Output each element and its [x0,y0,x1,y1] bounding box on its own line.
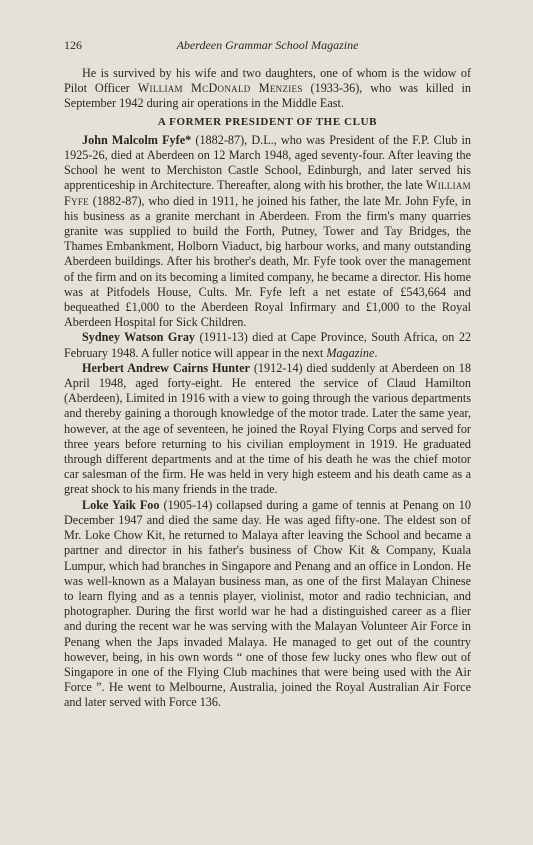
fyfe-brother-name: William Fyfe [64,178,471,208]
gray-magazine-italic: Magazine [326,345,375,360]
hunter-text-1: (1912-14) died suddenly at Aberdeen on 18 April 1948, aged forty-eight. He entered the service of Claud Hamilton (Aberdeen), Limited in 1916 with a view to going through the various departments and thereby gaining a thorough knowledge of the motor trade. Later the same year, however, at the age of seventeen, he joined the Royal Flying Corps and served for three years before returning to his civilian employment in 1919. He graduated through different departments and at the time of his death he was the chief motor car salesman of the firm. He was held in very high esteem and his death came as a great shock to his many friends in the trade. [64,360,471,497]
hunter-name: Herbert Andrew Cairns Hunter [82,360,250,375]
page-number: 126 [64,38,82,52]
gray-text-2: . [374,345,378,360]
article-body [64,66,471,711]
obituary-hunter [64,361,471,498]
obituary-gray [64,330,471,360]
gray-name: Sydney Watson Gray [82,330,196,345]
obituary-foo [64,498,471,711]
gray-text-1: (1911-13) died at Cape Province, South Africa, on 22 February 1948. A fuller notice will appear in the next [64,330,472,360]
intro-paragraph [64,66,471,112]
intro-small-caps-name: William McDonald Menzies [137,81,303,96]
page-header [64,38,471,56]
foo-name: Loke Yaik Foo [82,497,160,512]
section-heading: A FORMER PRESIDENT OF THE CLUB [157,115,378,128]
running-title: Aberdeen Grammar School Magazine [176,38,359,52]
intro-text-1: He is survived by his wife and two daughters, one of whom is the widow of Pilot Officer [64,66,471,96]
fyfe-text-2: (1882-87), who died in 1911, he joined his father, the late Mr. John Fyfe, in his business as a granite merchant in Aberdeen. From the firm's many quarries granite was supplied to build the Forth, Putney, Tower and Tay Bridges, the Thames Embankment, Holborn Viaduct, big harbour works, and many outstanding Aberdeen buildings. After his brother's death, Mr. Fyfe took over the management of the firm and on its becoming a limited company, he became a director. His home was at Pitfodels House, Cults. Mr. Fyfe left a net estate of £543,664 and bequeathed £1,000 to the Aberdeen Royal Infirmary and £1,000 to the Royal Aberdeen Hospital for Sick Children. [64,193,471,330]
fyfe-name: John Malcolm Fyfe* [82,132,192,147]
fyfe-text-1: (1882-87), D.L., who was President of the F.P. Club in 1925-26, died at Aberdeen on 12 March 1948, aged seventy-four. After leaving the School he went to Merchiston Castle School, Edinburgh, and later served his apprenticeship in Architecture. Thereafter, along with his brother, the late [64,132,471,193]
foo-text-1: (1905-14) collapsed during a game of tennis at Penang on 10 December 1947 and died the same day. He was aged fifty-one. The eldest son of Mr. Loke Chow Kit, he returned to Malaya after leaving the School and became a partner and director in his father's business of Chow Kit & Company, Kuala Lumpur, which had branches in Singapore and Penang and an office in London. He was well-known as a Malayan business man, as one of the first Malayan Chinese to learn flying and as a tennis player, violinist, motor and radio technician, and photographer. During the first world war he had a distinguished career as a flier and during the recent war he was serving with the Malayan Volunteer Air Force in Penang when the Japs invaded Malaya. He managed to get out of the country however, being, in his own words “ one of those few lucky ones who flew out of Singapore in one of the Flying Club machines that were being used with the Air Force ”. He went to Melbourne, Australia, joined the Royal Australian Air Force and later served with Force 136. [64,497,471,710]
obituary-fyfe [64,133,471,331]
intro-text-2: (1933-36), who was killed in September 1942 during air operations in the Middle East. [64,81,472,111]
